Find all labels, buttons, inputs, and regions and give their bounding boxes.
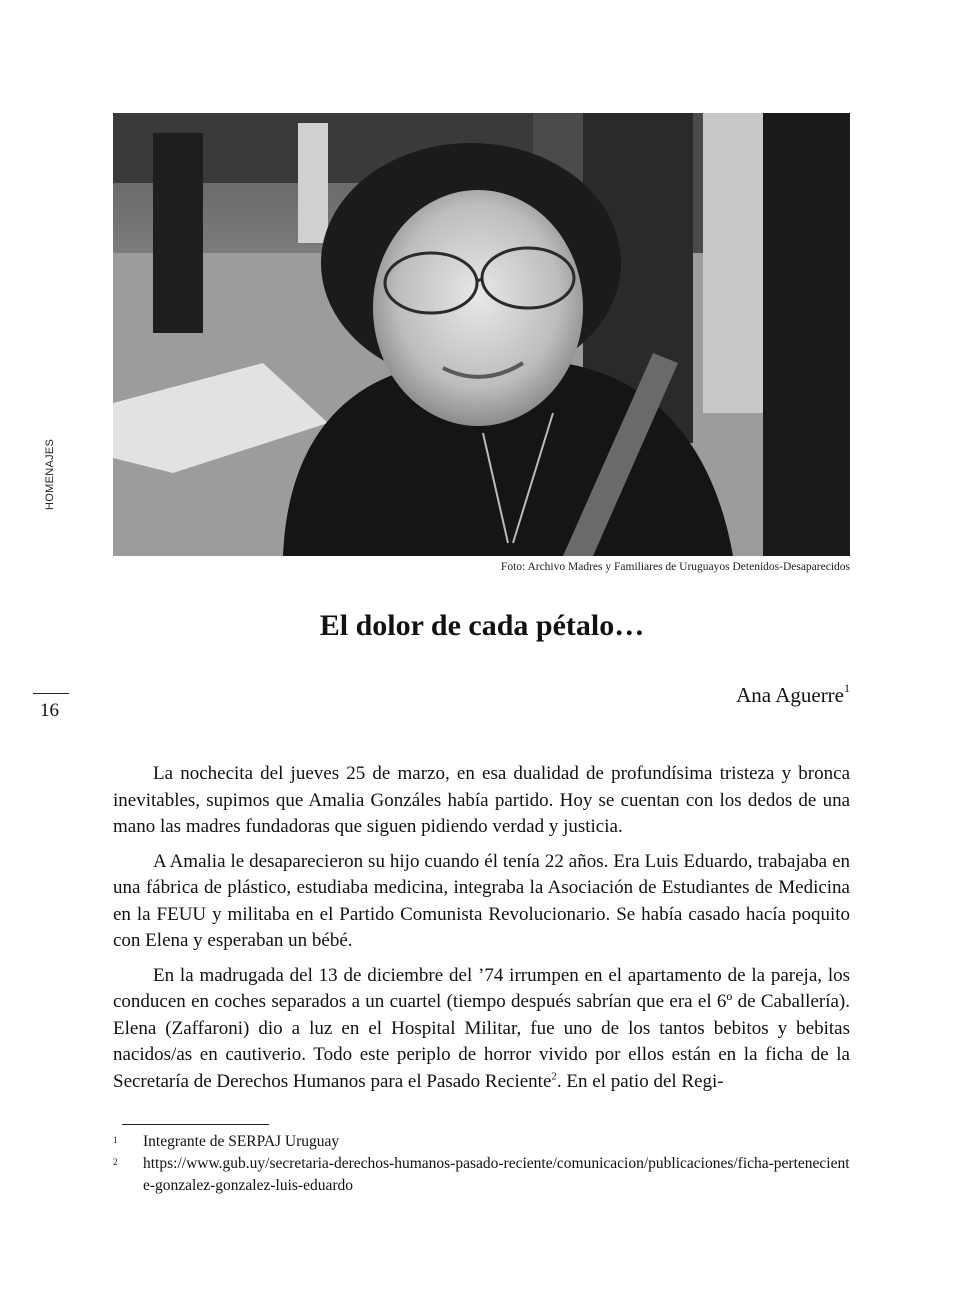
photo-illustration bbox=[113, 113, 850, 556]
paragraph bbox=[113, 963, 850, 1096]
paragraph-text: En la madrugada del 13 de diciembre del ’74 irrumpen en el apartamento de la pareja, los conducen en coches separados a un cuartel (tiempo después sabrían que era el 6º de Caballería). Elena (Zaffaroni) dio a luz en el Hospital Militar, fue uno de los tantos bebitos y bebitas nacidos/as en cautiverio. Todo este periplo de horror vivido por ellos están en la ficha de la Secretaría de Derechos Humanos para el Pasado Reciente bbox=[113, 964, 850, 1092]
author-name: Ana Aguerre bbox=[736, 683, 844, 707]
footnote-2 bbox=[113, 1153, 850, 1197]
paragraph-text: . En el patio del Regi- bbox=[556, 1070, 724, 1092]
footnote-text: Integrante de SERPAJ Uruguay bbox=[143, 1133, 340, 1150]
photo-caption: Foto: Archivo Madres y Familiares de Uruguayos Detenidos-Desaparecidos bbox=[500, 561, 850, 573]
author-footnote-mark[interactable]: 1 bbox=[844, 681, 850, 695]
article-author bbox=[736, 683, 850, 708]
paragraph: La nochecita del jueves 25 de marzo, en esa dualidad de profundísima tristeza y bronca inevitables, supimos que Amalia Gonzáles había partido. Hoy se cuentan con los dedos de una mano las madres fundadoras que siguen pidiendo verdad y justicia. bbox=[113, 763, 850, 837]
article-photo bbox=[113, 113, 850, 556]
page-number: 16 bbox=[40, 700, 59, 721]
footnote-mark: 1 bbox=[113, 1135, 118, 1145]
section-label: HOMENAJES bbox=[44, 438, 56, 510]
footnote-1 bbox=[113, 1131, 850, 1153]
article-body bbox=[113, 761, 850, 1103]
footnote-rule bbox=[122, 1124, 269, 1125]
footnotes bbox=[113, 1131, 850, 1197]
page-number-rule bbox=[33, 693, 69, 694]
footnote-reference-2[interactable]: 2 bbox=[551, 1070, 557, 1083]
paragraph: A Amalia le desaparecieron su hijo cuando él tenía 22 años. Era Luis Eduardo, trabajaba en una fábrica de plástico, estudiaba medicina, integraba la Asociación de Estudiantes de Medicina en la FEUU y militaba en el Partido Comunista Revolucionario. Se había casado hacía poquito con Elena y esperaban un bébé. bbox=[113, 850, 850, 951]
footnote-link[interactable]: https://www.gub.uy/secretaria-derechos-humanos-pasado-reciente/comunicacion/publicaciones/ficha-perteneciente-gonzalez-gonzalez-luis-eduardo bbox=[143, 1155, 850, 1194]
article-title: El dolor de cada pétalo… bbox=[319, 609, 645, 642]
footnote-mark: 2 bbox=[113, 1157, 118, 1167]
